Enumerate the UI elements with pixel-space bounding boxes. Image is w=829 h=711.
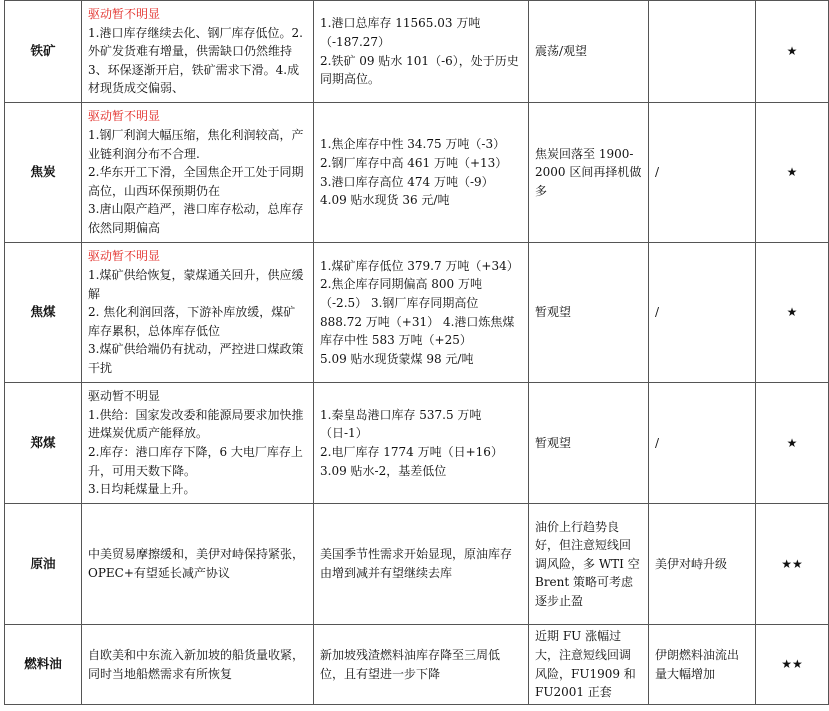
driver-alert: 驱动暂不明显 <box>88 109 161 124</box>
risk-factor: 美伊对峙升级 <box>649 504 756 625</box>
data-line: 2.焦企库存同期偏高 800 万吨（-2.5） 3.钢厂库存同期高位 888.72 万吨（+31） 4.港口炼焦煤库存中性 583 万吨（+25） <box>320 277 515 348</box>
commodity-strategy-table <box>4 0 829 705</box>
star-rating: ★ <box>756 383 829 504</box>
data-line: 1.秦皇岛港口库存 537.5 万吨（日-1） <box>320 407 482 441</box>
table-row <box>5 383 829 504</box>
fundamentals-cell <box>82 1 314 103</box>
fundamentals-line: 3.唐山限产趋严，港口库存松动，总库存依然同期偏高 <box>88 202 304 235</box>
strategy-view: 暂观望 <box>529 383 649 504</box>
data-line: 1.焦企库存中性 34.75 万吨（-3） <box>320 137 506 152</box>
data-line: 2.钢厂库存中高 461 万吨（+13） <box>320 155 508 170</box>
driver-alert: 驱动暂不明显 <box>88 249 161 264</box>
strategy-view: 暂观望 <box>529 243 649 383</box>
fundamentals-line: 1.供给：国家发改委和能源局要求加快推进煤炭优质产能释放。 <box>88 407 304 441</box>
table-row <box>5 243 829 383</box>
star-rating: ★ <box>756 243 829 383</box>
table-row <box>5 1 829 103</box>
commodity-name: 燃料油 <box>5 625 82 705</box>
risk-factor: / <box>649 383 756 504</box>
fundamentals-line: 1.港口库存继续去化、钢厂库存低位。2.外矿发货难有增量，供需缺口仍然维持 3、环保逐渐开启，铁矿需求下滑。4.成材现货成交偏弱、 <box>88 25 303 96</box>
risk-factor: 伊朗燃料油流出量大幅增加 <box>649 625 756 705</box>
risk-factor: / <box>649 103 756 243</box>
strategy-view: 焦炭回落至 1900-2000 区间再择机做多 <box>529 103 649 243</box>
commodity-name: 焦炭 <box>5 103 82 243</box>
star-rating: ★★ <box>756 625 829 705</box>
data-line: 1.港口总库存 11565.03 万吨（-187.27） <box>320 16 481 49</box>
data-line: 5.09 贴水现货蒙煤 98 元/吨 <box>320 351 474 366</box>
risk-factor: / <box>649 243 756 383</box>
fundamentals-line: 2. 焦化利润回落，下游补库放缓，煤矿库存累积，总体库存低位 <box>88 305 296 338</box>
table-row <box>5 504 829 625</box>
data-line: 1.煤矿库存低位 379.7 万吨（+34） <box>320 258 519 273</box>
fundamentals-line: 3.煤矿供给端仍有扰动，严控进口煤政策干扰 <box>88 342 304 375</box>
table-row <box>5 103 829 243</box>
star-rating: ★ <box>756 103 829 243</box>
fundamentals-line: 2.库存：港口库存下降，6 大电厂库存上升，可用天数下降。 <box>88 445 303 478</box>
inventory-data-cell <box>314 504 529 625</box>
strategy-view: 震荡/观望 <box>529 1 649 103</box>
strategy-view: 油价上行趋势良好，但注意短线回调风险，多 WTI 空 Brent 策略可考虑逐步止盈 <box>529 504 649 625</box>
fundamentals-line: 2.华东开工下滑，全国焦企开工处于同期高位，山西环保预期仍在 <box>88 165 304 198</box>
commodity-name: 原油 <box>5 504 82 625</box>
inventory-data-cell <box>314 383 529 504</box>
strategy-view-text: 近期 FU 涨幅过大，注意短线回调风险，FU1909 和 FU2001 正套 <box>535 629 636 700</box>
fundamentals-line: 3.日均耗煤量上升。 <box>88 482 196 497</box>
fundamentals-cell <box>82 625 314 705</box>
commodity-name: 铁矿 <box>5 1 82 103</box>
data-line: 美国季节性需求开始显现，原油库存由增到减并有望继续去库 <box>320 547 513 580</box>
commodity-name: 焦煤 <box>5 243 82 383</box>
driver-alert: 驱动暂不明显 <box>88 7 161 22</box>
fundamentals-line: 中美贸易摩擦缓和，美伊对峙保持紧张，OPEC+有望延长减产协议 <box>88 547 305 580</box>
fundamentals-line: 1.煤矿供给恢复，蒙煤通关回升，供应缓解 <box>88 268 304 301</box>
data-line: 新加坡残渣燃料油库存降至三周低位，且有望进一步下降 <box>320 647 501 681</box>
data-line: 3.港口库存高位 474 万吨（-9） <box>320 174 494 189</box>
star-rating: ★★ <box>756 504 829 625</box>
table-row <box>5 625 829 705</box>
fundamentals-cell <box>82 243 314 383</box>
data-line: 3.09 贴水-2，基差低位 <box>320 463 447 478</box>
strategy-view <box>529 625 649 705</box>
data-line: 2.电厂库存 1774 万吨（日+16） <box>320 445 503 459</box>
fundamentals-cell <box>82 383 314 504</box>
data-line: 2.铁矿 09 贴水 101（-6），处于历史同期高位。 <box>320 53 519 87</box>
driver-alert: 驱动暂不明显 <box>88 389 161 404</box>
fundamentals-cell <box>82 504 314 625</box>
inventory-data-cell <box>314 103 529 243</box>
fundamentals-line: 自欧美和中东流入新加坡的船货量收紧，同时当地船燃需求有所恢复 <box>88 647 305 681</box>
risk-factor <box>649 1 756 103</box>
star-rating: ★ <box>756 1 829 103</box>
inventory-data-cell <box>314 1 529 103</box>
inventory-data-cell <box>314 243 529 383</box>
fundamentals-cell <box>82 103 314 243</box>
data-line: 4.09 贴水现货 36 元/吨 <box>320 193 450 208</box>
inventory-data-cell <box>314 625 529 705</box>
commodity-name: 郑煤 <box>5 383 82 504</box>
fundamentals-line: 1.钢厂利润大幅压缩，焦化利润较高，产业链利润分布不合理. <box>88 128 304 161</box>
